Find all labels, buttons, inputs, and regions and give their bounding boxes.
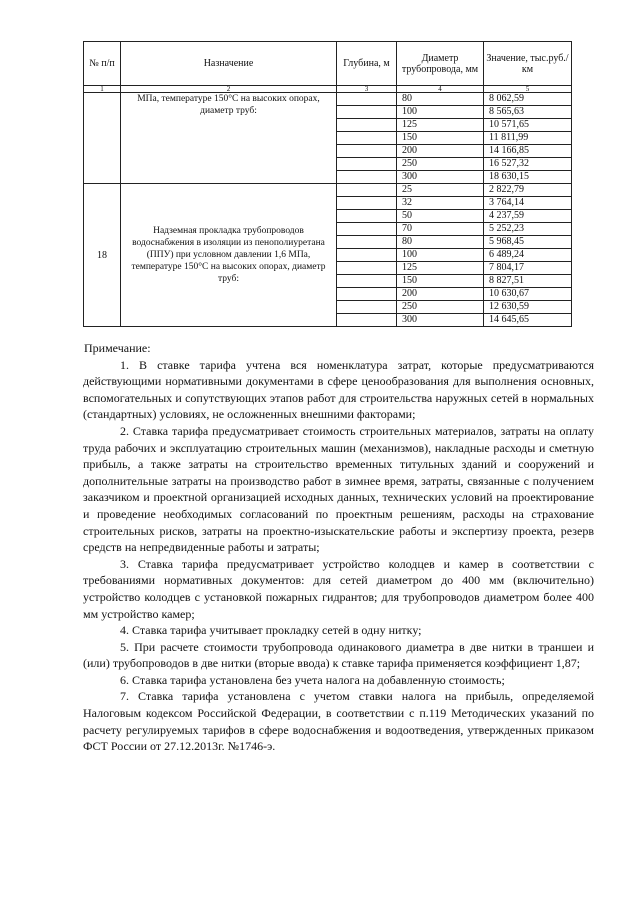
column-number: 1 — [84, 86, 121, 93]
value-cell: 7 804,17 — [484, 262, 572, 275]
header-name: Назначение — [121, 42, 337, 86]
diameter-cell: 32 — [397, 197, 484, 210]
depth-cell — [337, 249, 397, 262]
value-cell: 11 811,99 — [484, 132, 572, 145]
header-value: Значение, тыс.руб./км — [484, 42, 572, 86]
value-cell: 10 571,65 — [484, 119, 572, 132]
value-cell: 8 565,63 — [484, 106, 572, 119]
diameter-cell: 125 — [397, 262, 484, 275]
value-cell: 14 645,65 — [484, 314, 572, 327]
depth-cell — [337, 171, 397, 184]
header-depth: Глубина, м — [337, 42, 397, 86]
depth-cell — [337, 119, 397, 132]
note-item: 3. Ставка тарифа предусматривает устройство колодцев и камер в соответствии с требованиями нормативных документов: для сетей диаметром до 400 мм (включительно) устройство колодцев с установкой пожарных гидрантов; для трубопроводов диаметром более 400 мм устройство камер; — [83, 556, 594, 621]
depth-cell — [337, 210, 397, 223]
diameter-cell: 150 — [397, 132, 484, 145]
value-cell: 14 166,85 — [484, 145, 572, 158]
depth-cell — [337, 106, 397, 119]
diameter-cell: 70 — [397, 223, 484, 236]
note-item: 6. Ставка тарифа установлена без учета налога на добавленную стоимость; — [120, 672, 505, 687]
depth-cell — [337, 236, 397, 249]
diameter-cell: 80 — [397, 93, 484, 106]
diameter-cell: 200 — [397, 145, 484, 158]
row-description: МПа, температуре 150°С на высоких опорах, диаметр труб: — [121, 93, 337, 184]
depth-cell — [337, 275, 397, 288]
diameter-cell: 100 — [397, 249, 484, 262]
diameter-cell: 200 — [397, 288, 484, 301]
diameter-cell: 25 — [397, 184, 484, 197]
column-number: 3 — [337, 86, 397, 93]
depth-cell — [337, 197, 397, 210]
diameter-cell: 250 — [397, 301, 484, 314]
value-cell: 8 827,51 — [484, 275, 572, 288]
tariff-table — [83, 41, 572, 327]
note-item: 2. Ставка тарифа предусматривает стоимость строительных материалов, затраты на оплату труда рабочих и эксплуатацию строительных машин (механизмов), накладные расходы и сметную прибыль, а также затраты на строительство временных титульных зданий и сооружений и дополнительные затраты на производство работ в зимнее время, затраты, связанные с получением заказчиком и проектной организацией исходных данных, технических условий на проектирование и проведение необходимых согласований по проектным решениям, расходы на страхование строительных рисков, затраты на проектно-изыскательские работы и экспертизу проекта, резерв средств на непредвиденные работы и затраты; — [83, 423, 594, 555]
depth-cell — [337, 288, 397, 301]
header-diameter: Диаметр трубопровода, мм — [397, 42, 484, 86]
column-number: 5 — [484, 86, 572, 93]
note-item: 5. При расчете стоимости трубопровода одинакового диаметра в две нитки в траншеи и (или) трубопроводов в две нитки (вторые ввода) к ставке тарифа применяется коэффициент 1,87; — [83, 639, 594, 671]
depth-cell — [337, 314, 397, 327]
notes-list — [83, 357, 594, 755]
depth-cell — [337, 145, 397, 158]
value-cell: 10 630,67 — [484, 288, 572, 301]
depth-cell — [337, 93, 397, 106]
value-cell: 8 062,59 — [484, 93, 572, 106]
value-cell: 4 237,59 — [484, 210, 572, 223]
note-item: 7. Ставка тарифа установлена с учетом ставки налога на прибыль, определяемой Налоговым кодексом Российской Федерации, в соответствии с п.119 Методических указаний по расчету регулируемых тарифов в сфере водоснабжения и водоотведения, утвержденных приказом ФСТ России от 27.12.2013г. №1746-э. — [83, 689, 594, 754]
table-header-row — [84, 42, 572, 86]
row-number: 18 — [84, 184, 121, 327]
diameter-cell: 150 — [397, 275, 484, 288]
table-row — [84, 184, 572, 197]
diameter-cell: 100 — [397, 106, 484, 119]
value-cell: 12 630,59 — [484, 301, 572, 314]
depth-cell — [337, 184, 397, 197]
value-cell: 2 822,79 — [484, 184, 572, 197]
table-row — [84, 93, 572, 106]
diameter-cell: 80 — [397, 236, 484, 249]
value-cell: 5 968,45 — [484, 236, 572, 249]
row-description: Надземная прокладка трубопроводов водоснабжения в изоляции из пенополиуретана (ППУ) при условном давлении 1,6 МПа, температуре 150°С на высоких опорах, диаметр труб: — [121, 184, 337, 327]
column-number: 2 — [121, 86, 337, 93]
table-body — [84, 93, 572, 327]
diameter-cell: 300 — [397, 314, 484, 327]
depth-cell — [337, 158, 397, 171]
row-number — [84, 93, 121, 184]
diameter-cell: 300 — [397, 171, 484, 184]
depth-cell — [337, 301, 397, 314]
value-cell: 6 489,24 — [484, 249, 572, 262]
value-cell: 16 527,32 — [484, 158, 572, 171]
depth-cell — [337, 262, 397, 275]
value-cell: 18 630,15 — [484, 171, 572, 184]
depth-cell — [337, 132, 397, 145]
value-cell: 3 764,14 — [484, 197, 572, 210]
notes-heading: Примечание: — [84, 341, 151, 355]
column-number: 4 — [397, 86, 484, 93]
note-item: 1. В ставке тарифа учтена вся номенклатура затрат, которые предусматриваются действующими нормативными документами в сфере ценообразования для выполнения основных, вспомогательных и сопутствующих этапов работ для строительства наружных сетей в нормальных (стандартных) условиях, не осложненных внешними факторами; — [83, 357, 594, 422]
column-number-row — [84, 86, 572, 93]
depth-cell — [337, 223, 397, 236]
diameter-cell: 125 — [397, 119, 484, 132]
header-num: № п/п — [84, 42, 121, 86]
diameter-cell: 50 — [397, 210, 484, 223]
value-cell: 5 252,23 — [484, 223, 572, 236]
note-item: 4. Ставка тарифа учитывает прокладку сетей в одну нитку; — [120, 623, 422, 638]
diameter-cell: 250 — [397, 158, 484, 171]
notes-section — [83, 340, 594, 755]
